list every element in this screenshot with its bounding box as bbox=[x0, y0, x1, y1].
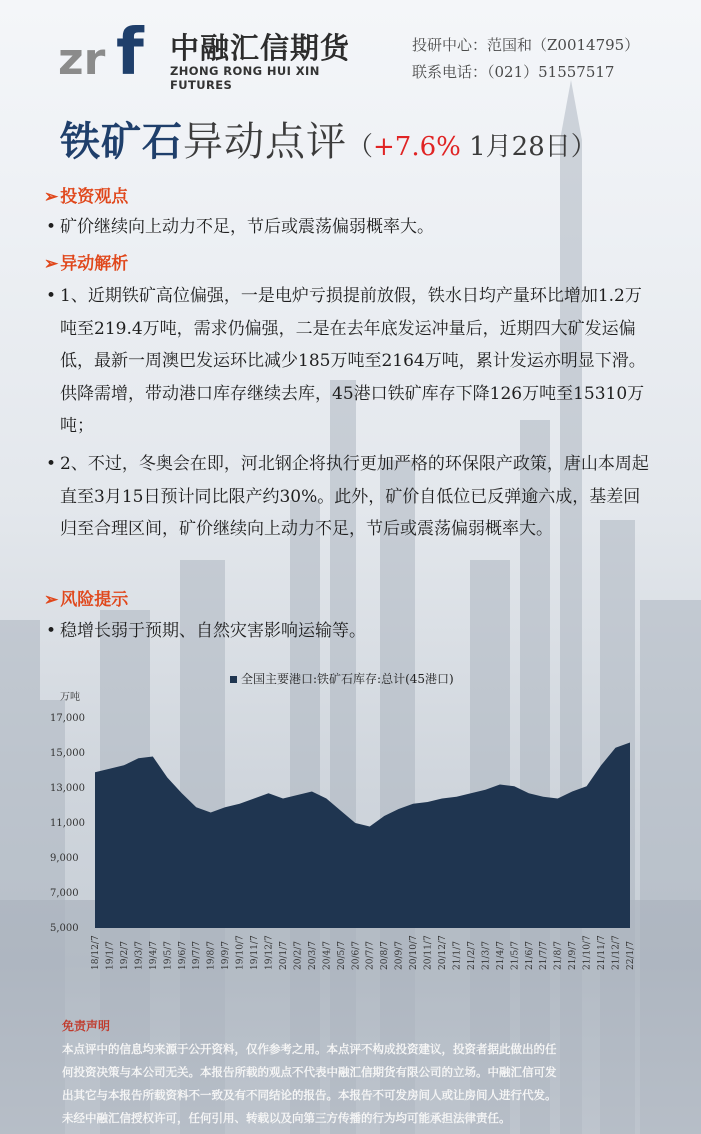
arrow-icon: ➢ bbox=[44, 254, 59, 274]
x-tick-label: 19/8/7 bbox=[206, 941, 217, 970]
section-analysis bbox=[44, 249, 128, 274]
y-axis-unit: 万吨 bbox=[60, 692, 80, 703]
analysis-text-2: 2、不过，冬奥会在即，河北钢企将执行更加严格的环保限产政策，唐山本周起直至3月15日预计同比限产约30%。此外，矿价自低位已反弹逾六成，基差回归至合理区间，矿价继续向上动力不足，节后或震荡偏弱概率大。 bbox=[60, 454, 649, 539]
x-tick-label: 21/6/7 bbox=[524, 941, 535, 970]
x-tick-label: 19/6/7 bbox=[177, 941, 188, 970]
x-tick-label: 20/9/7 bbox=[394, 941, 405, 970]
zrf-logo-icon bbox=[58, 12, 163, 82]
analyst-info: 投研中心：范国和（Z0014795） bbox=[412, 36, 640, 54]
inventory-chart bbox=[50, 660, 650, 1010]
bullet-icon: • bbox=[46, 217, 57, 237]
x-tick-label: 21/8/7 bbox=[553, 941, 564, 970]
x-tick-label: 20/3/7 bbox=[307, 941, 318, 970]
x-tick-label: 19/4/7 bbox=[148, 941, 159, 970]
disclaimer-title: 免责声明 bbox=[62, 1019, 111, 1033]
y-tick-label: 17,000 bbox=[50, 713, 85, 724]
bullet-icon: • bbox=[46, 621, 57, 641]
x-tick-label: 19/2/7 bbox=[119, 941, 130, 970]
x-tick-label: 19/10/7 bbox=[235, 935, 246, 970]
title-open-paren: （ bbox=[347, 132, 374, 162]
x-tick-label: 20/5/7 bbox=[336, 941, 347, 970]
y-tick-label: 5,000 bbox=[50, 923, 79, 934]
analysis-point-2 bbox=[46, 448, 656, 546]
disclaimer-line: 出其它与本报告所载资料不一致及有不同结论的报告。本报告不可发房间人或让房间人进行代发。 bbox=[62, 1088, 557, 1102]
x-tick-label: 20/2/7 bbox=[293, 941, 304, 970]
x-tick-label: 21/7/7 bbox=[539, 941, 550, 970]
section-risk bbox=[44, 585, 128, 610]
x-tick-label: 19/11/7 bbox=[250, 935, 261, 970]
x-tick-label: 18/12/7 bbox=[91, 935, 101, 970]
svg-text:f: f bbox=[116, 16, 144, 82]
title-subtitle: 异动点评 bbox=[183, 119, 347, 165]
x-tick-label: 20/8/7 bbox=[380, 941, 391, 970]
x-tick-label: 19/9/7 bbox=[221, 941, 232, 970]
phone-info: 联系电话：（021）51557517 bbox=[412, 63, 615, 81]
y-tick-label: 7,000 bbox=[50, 888, 79, 899]
y-tick-label: 9,000 bbox=[50, 853, 79, 864]
x-tick-label: 20/11/7 bbox=[423, 935, 434, 970]
y-tick-label: 13,000 bbox=[50, 783, 85, 794]
view-text: 矿价继续向上动力不足，节后或震荡偏弱概率大。 bbox=[60, 217, 434, 237]
brand-name-cn: 中融汇信期货 bbox=[170, 31, 351, 65]
title-date: 1月28日） bbox=[460, 132, 597, 162]
x-tick-label: 20/12/7 bbox=[438, 935, 449, 970]
x-tick-label: 21/3/7 bbox=[481, 941, 492, 970]
x-tick-label: 21/10/7 bbox=[582, 935, 593, 970]
section-heading: 风险提示 bbox=[60, 590, 129, 610]
arrow-icon: ➢ bbox=[44, 590, 59, 610]
risk-paragraph bbox=[46, 615, 656, 648]
bullet-icon: • bbox=[46, 286, 57, 306]
x-tick-label: 20/6/7 bbox=[351, 941, 362, 970]
contact-info bbox=[412, 32, 639, 86]
disclaimer-line: 本点评中的信息均来源于公开资料，仅作参考之用。本点评不构成投资建议，投资者据此做出的任 bbox=[62, 1042, 557, 1056]
y-tick-label: 15,000 bbox=[50, 748, 85, 759]
brand-name-en: ZHONG RONG HUI XIN FUTURES bbox=[170, 64, 320, 92]
x-tick-label: 21/1/7 bbox=[452, 941, 463, 970]
analysis-point-1 bbox=[46, 280, 656, 443]
x-tick-label: 19/7/7 bbox=[192, 941, 203, 970]
x-tick-label: 21/4/7 bbox=[495, 941, 506, 970]
x-tick-label: 19/12/7 bbox=[264, 935, 275, 970]
bullet-icon: • bbox=[46, 454, 57, 474]
y-tick-label: 11,000 bbox=[50, 818, 85, 829]
disclaimer-text bbox=[62, 1038, 642, 1130]
title-product: 铁矿石 bbox=[60, 118, 183, 165]
x-tick-label: 21/2/7 bbox=[466, 941, 477, 970]
section-investment-view bbox=[44, 182, 128, 207]
x-tick-label: 20/4/7 bbox=[322, 941, 333, 970]
analysis-text-1: 1、近期铁矿高位偏强，一是电炉亏损提前放假，铁水日均产量环比增加1.2万吨至219.4万吨，需求仍偏强，二是在去年底发运冲量后，近期四大矿发运偏低，最新一周澳巴发运环比减少185万吨至2164万吨，累计发运亦明显下滑。供降需增，带动港口库存继续去库，45港口铁矿库存下降126万吨至15310万吨； bbox=[60, 286, 646, 436]
svg-text:zr: zr bbox=[58, 34, 106, 82]
report-title bbox=[60, 110, 597, 167]
company-logo bbox=[58, 12, 378, 92]
disclaimer-line: 未经中融汇信授权许可，任何引用、转载以及向第三方传播的行为均可能承担法律责任。 bbox=[62, 1111, 511, 1125]
x-tick-label: 21/9/7 bbox=[568, 941, 579, 970]
x-tick-label: 21/5/7 bbox=[510, 941, 521, 970]
x-tick-label: 20/10/7 bbox=[409, 935, 420, 970]
risk-text: 稳增长弱于预期、自然灾害影响运输等。 bbox=[60, 621, 366, 641]
x-axis-ticks bbox=[91, 935, 636, 970]
section-heading: 投资观点 bbox=[60, 187, 129, 207]
price-change: +7.6% bbox=[373, 132, 461, 162]
x-tick-label: 21/11/7 bbox=[597, 935, 608, 970]
disclaimer-line: 何投资决策与本公司无关。本报告所载的观点不代表中融汇信期货有限公司的立场。中融汇信可发 bbox=[62, 1065, 557, 1079]
x-tick-label: 19/3/7 bbox=[134, 941, 145, 970]
y-axis-ticks bbox=[50, 713, 85, 934]
x-tick-label: 20/1/7 bbox=[278, 941, 289, 970]
x-tick-label: 20/7/7 bbox=[365, 941, 376, 970]
x-tick-label: 19/1/7 bbox=[105, 941, 116, 970]
x-tick-label: 19/5/7 bbox=[163, 941, 174, 970]
x-tick-label: 22/1/7 bbox=[626, 941, 636, 970]
legend-label: 全国主要港口:铁矿石库存:总计(45港口) bbox=[241, 672, 454, 686]
x-tick-label: 21/12/7 bbox=[611, 935, 622, 970]
inventory-area bbox=[95, 743, 630, 929]
view-paragraph bbox=[46, 211, 656, 244]
section-heading: 异动解析 bbox=[60, 254, 129, 274]
arrow-icon: ➢ bbox=[44, 187, 59, 207]
